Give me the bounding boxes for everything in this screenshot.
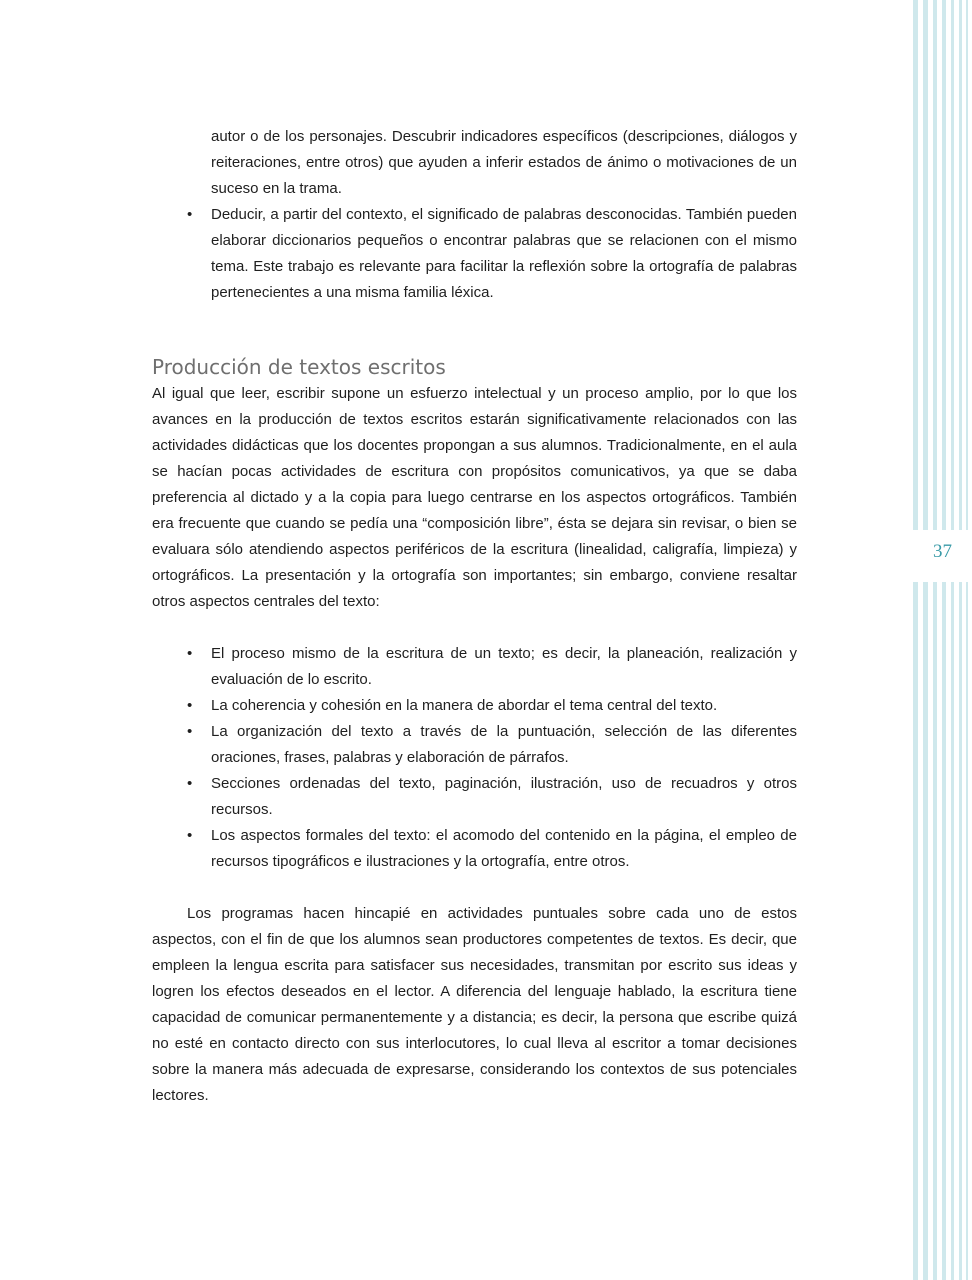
margin-stripe bbox=[923, 0, 928, 1280]
spacer bbox=[152, 875, 797, 901]
margin-stripe bbox=[951, 0, 954, 1280]
bullet-icon: • bbox=[187, 697, 193, 714]
list-item-text: La organización del texto a través de la puntuación, selección de las diferentes oraciones, frases, palabras y elaboración de párrafos. bbox=[211, 723, 797, 766]
bullet-icon: • bbox=[187, 645, 193, 662]
margin-stripe bbox=[933, 0, 937, 1280]
list-item bbox=[152, 641, 797, 693]
list-item-text: La coherencia y cohesión en la manera de abordar el tema central del texto. bbox=[211, 697, 718, 714]
margin-stripe bbox=[959, 0, 962, 1280]
list-item-text: Secciones ordenadas del texto, paginación, ilustración, uso de recuadros y otros recursos. bbox=[211, 775, 797, 818]
list-item bbox=[152, 693, 797, 719]
main-content bbox=[152, 124, 797, 1109]
margin-stripe bbox=[913, 0, 918, 1280]
intro-continuation: autor o de los personajes. Descubrir indicadores específicos (descripciones, diálogos y reiteraciones, entre otros) que ayuden a inferir estados de ánimo o motivaciones de un suceso en la trama. bbox=[211, 128, 797, 197]
section-paragraph-1: Al igual que leer, escribir supone un esfuerzo intelectual y un proceso amplio, por lo que los avances en la producción de textos escritos estarán significativamente relacionados con las actividades didácticas que los docentes propongan a sus alumnos. Tradicionalmente, en el aula se hacían pocas actividades de escritura con propósitos comunicativos, ya que se daba preferencia al dictado y a la copia para luego centrarse en los aspectos ortográficos. También era frecuente que cuando se pedía una “composición libre”, ésta se dejara sin revisar, o bien se evaluara sólo atendiendo aspectos periféricos de la escritura (linealidad, caligrafía, limpieza) y ortográficos. La presentación y la ortografía son importantes; sin embargo, conviene resaltar otros aspectos centrales del texto: bbox=[152, 385, 797, 610]
list-item bbox=[152, 771, 797, 823]
margin-stripe bbox=[966, 0, 968, 1280]
bullet-icon: • bbox=[187, 723, 193, 740]
page-number: 37 bbox=[933, 541, 952, 562]
bullet-icon: • bbox=[187, 775, 193, 792]
section-paragraph-2: Los programas hacen hincapié en actividades puntuales sobre cada uno de estos aspectos, con el fin de que los alumnos sean productores competentes de textos. Es decir, que empleen la lengua escrita para satisfacer sus necesidades, transmitan por escrito sus ideas y logren los efectos deseados en el lector. A diferencia del lenguaje hablado, la escritura tiene capacidad de comunicar permanentemente y a distancia; es decir, la persona que escribe quizá no esté en contacto directo con sus interlocutores, lo cual lleva al escritor a tomar decisiones sobre la manera más adecuada de expresarse, considerando los contextos de sus potenciales lectores. bbox=[152, 905, 797, 1104]
bullet-icon: • bbox=[187, 827, 193, 844]
list-item bbox=[152, 823, 797, 875]
list-item-text: Deducir, a partir del contexto, el significado de palabras desconocidas. También pueden elaborar diccionarios pequeños o encontrar palabras que se relacionen con el mismo tema. Este trabajo es relevante para facilitar la reflexión sobre la ortografía de palabras pertenecientes a una misma familia léxica. bbox=[211, 206, 797, 301]
intro-bullet-list bbox=[152, 202, 797, 306]
list-item-text: Los aspectos formales del texto: el acomodo del contenido en la página, el empleo de recursos tipográficos e ilustraciones y la ortografía, entre otros. bbox=[211, 827, 797, 870]
section-bullet-list bbox=[152, 641, 797, 875]
margin-stripe bbox=[942, 0, 946, 1280]
spacer bbox=[152, 615, 797, 641]
list-item bbox=[152, 202, 797, 306]
list-item bbox=[152, 719, 797, 771]
section-title: Producción de textos escritos bbox=[152, 355, 446, 379]
list-item-text: El proceso mismo de la escritura de un texto; es decir, la planeación, realización y evaluación de lo escrito. bbox=[211, 645, 797, 688]
bullet-icon: • bbox=[187, 206, 193, 223]
